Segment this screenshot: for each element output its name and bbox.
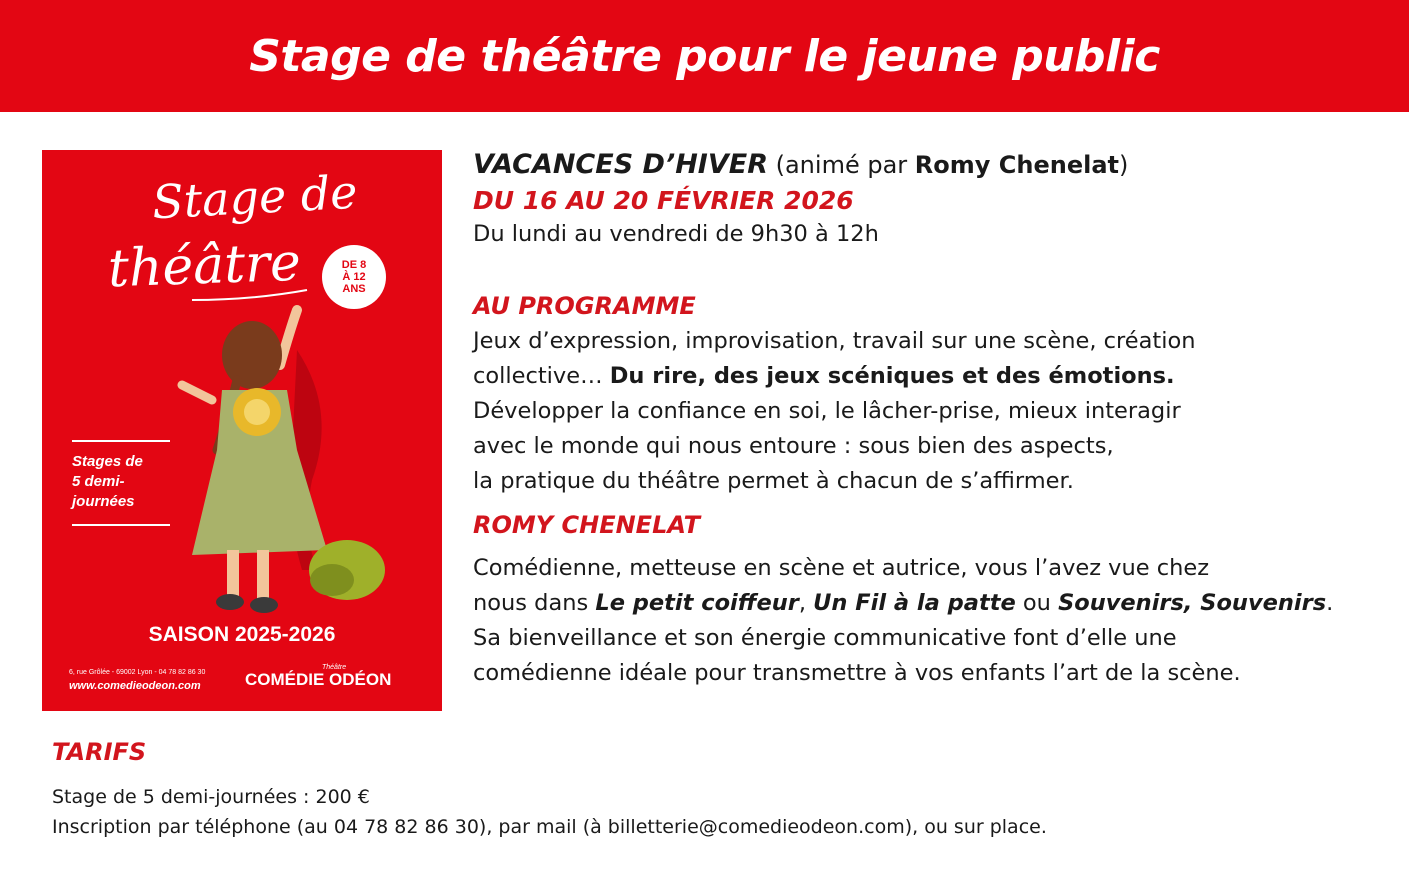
text-span: collective… bbox=[473, 363, 610, 389]
tarifs-text bbox=[52, 782, 1352, 842]
romy-text bbox=[473, 551, 1393, 691]
poster-title-line1: Stage de bbox=[150, 164, 359, 230]
tarifs-heading: TARIFS bbox=[52, 738, 147, 766]
text-line: Sa bienveillance et son énergie communicative font d’elle une bbox=[473, 625, 1177, 651]
text-bold: Du rire, des jeux scéniques et des émotions. bbox=[609, 363, 1175, 389]
poster-stages-text bbox=[72, 452, 182, 512]
text-span: . bbox=[1326, 590, 1334, 616]
programme-heading: AU PROGRAMME bbox=[473, 292, 696, 320]
stages-line: 5 demi- bbox=[72, 473, 125, 490]
text-line: avec le monde qui nous entoure : sous bien des aspects, bbox=[473, 433, 1114, 459]
romy-heading: ROMY CHENELAT bbox=[473, 511, 701, 539]
text-line: Inscription par téléphone (au 04 78 82 86 30), par mail (à billetterie@comedieodeon.com), ou sur place. bbox=[52, 816, 1047, 838]
age-badge bbox=[322, 245, 386, 309]
animator-name: Romy Chenelat bbox=[914, 151, 1119, 179]
text-line: la pratique du théâtre permet à chacun de s’affirmer. bbox=[473, 468, 1074, 494]
text-line: Comédienne, metteuse en scène et autrice, vous l’avez vue chez bbox=[473, 555, 1210, 581]
header-banner bbox=[0, 0, 1409, 112]
event-details bbox=[473, 148, 1393, 691]
text-line: comédienne idéale pour transmettre à vos enfants l’art de la scène. bbox=[473, 660, 1241, 686]
text-line bbox=[473, 586, 1393, 621]
poster-theatre-small: Théâtre bbox=[322, 664, 347, 671]
text-line: Stage de 5 demi-journées : 200 € bbox=[52, 786, 370, 808]
poster-website: www.comedieodeon.com bbox=[69, 680, 201, 692]
text-span: ou bbox=[1015, 590, 1059, 616]
anime-prefix: (animé par bbox=[767, 151, 915, 179]
poster-theatre-logo: COMÉDIE ODÉON bbox=[245, 670, 392, 689]
play-title: Un Fil à la patte bbox=[813, 590, 1016, 616]
badge-line: ANS bbox=[342, 283, 366, 295]
divider bbox=[72, 524, 170, 526]
text-span: , bbox=[798, 590, 814, 616]
text-line: Jeux d’expression, improvisation, travail sur une scène, création bbox=[473, 328, 1196, 354]
play-title: Souvenirs, Souvenirs bbox=[1058, 590, 1327, 616]
programme-text bbox=[473, 324, 1393, 499]
dates: DU 16 AU 20 FÉVRIER 2026 bbox=[473, 186, 854, 215]
poster-image bbox=[42, 150, 442, 711]
text-span: nous dans bbox=[473, 590, 596, 616]
season-title: VACANCES D’HIVER bbox=[473, 149, 768, 180]
play-title: Le petit coiffeur bbox=[595, 590, 799, 616]
poster-saison: SAISON 2025-2026 bbox=[148, 623, 336, 646]
badge-line: DE 8 bbox=[341, 259, 367, 271]
stages-line: Stages de bbox=[72, 453, 143, 470]
tarifs-section bbox=[52, 738, 1352, 842]
poster-address: 6, rue Grôlée - 69002 Lyon - 04 78 82 86 30 bbox=[69, 669, 206, 676]
page-title: Stage de théâtre pour le jeune public bbox=[249, 30, 1160, 82]
stages-line: journées bbox=[72, 493, 135, 510]
text-line: Développer la confiance en soi, le lâcher-prise, mieux interagir bbox=[473, 398, 1181, 424]
divider bbox=[72, 440, 170, 442]
badge-line: À 12 bbox=[342, 271, 366, 283]
season-line bbox=[473, 148, 1393, 182]
anime-suffix: ) bbox=[1119, 151, 1129, 179]
poster-title-line2: théâtre bbox=[107, 232, 302, 300]
text-line bbox=[473, 359, 1393, 394]
schedule: Du lundi au vendredi de 9h30 à 12h bbox=[473, 221, 879, 247]
